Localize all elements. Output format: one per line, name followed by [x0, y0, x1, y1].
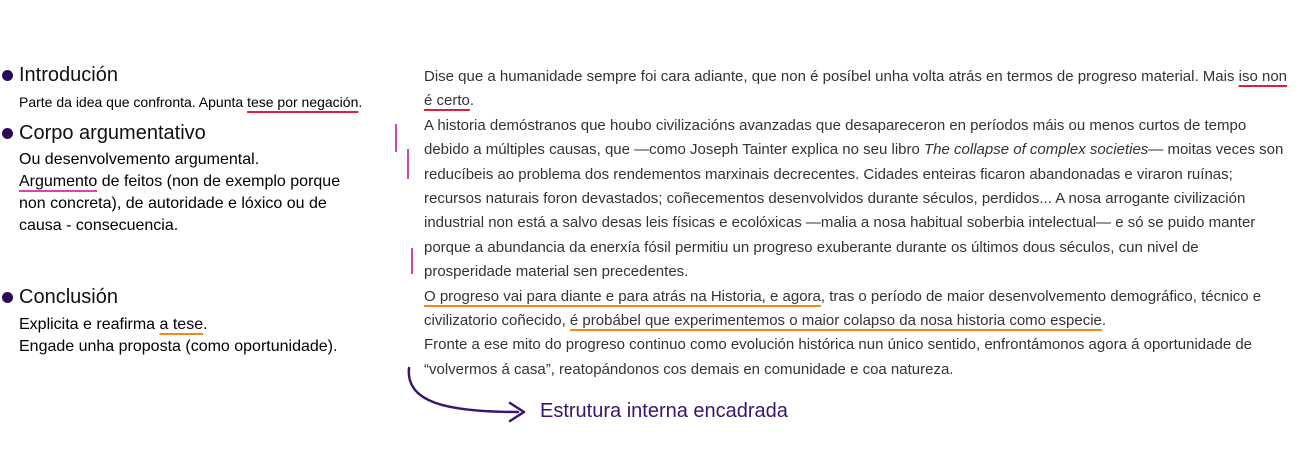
underlined-phrase: a tese	[159, 316, 204, 333]
section-heading	[0, 121, 206, 145]
section-description: Explicita e reafirma a tese. Engade unha proposta (como oportunidade).	[19, 316, 338, 355]
section-description: Parte da idea que confronta. Apunta tese por negación.	[19, 94, 363, 110]
section-title: Introdución	[19, 64, 118, 86]
essay-text	[424, 65, 1290, 382]
bullet-icon	[2, 292, 13, 303]
paragraph-argument: A historia demóstranos que houbo civilizacións avanzadas que desapareceron en períodos máis ou menos curtos de tempo debido a múltiples causas, que —como Joseph Tainter explica no seu libro The collapse of complex societies— moitas veces son reducíbeis ao problema dos rendementos marxinais decrecentes. Cidades enteiras ficaron abandonadas e viraron ruínas; recursos naturais foron devastados; coñecementos desenvolvidos durante séculos, perdidos... A nosa arrogante civilización industrial non está a salvo desas leis físicas e ecolóxicas —malia a nosa habitual soberbia intelectual— e só se puido manter porque a abundancia da enerxía fósil permitiu un progreso exuberante durante os últimos dous séculos, cun nivel de prosperidade material sen precedentes.	[424, 116, 1284, 281]
section-title: Corpo argumentativo	[19, 122, 206, 144]
section-description: Ou desenvolvemento argumental. Argumento de feitos (non de exemplo porque non concreta), de autoridade e lóxico ou de causa - consecuencia.	[19, 151, 341, 234]
underlined-phrase: iso non é certo	[424, 68, 1288, 110]
bullet-icon	[2, 128, 13, 139]
margin-marker	[407, 149, 409, 179]
paragraph-introduction: Dise que a humanidade sempre foi cara adiante, que non é posíbel unha volta atrás en termos de progreso material. Mais iso non é certo.	[424, 68, 1288, 110]
underlined-phrase: O progreso vai para diante e para atrás na Historia, e agora	[424, 287, 821, 305]
section-heading	[0, 63, 118, 87]
underlined-phrase: tese por negación	[247, 94, 359, 110]
section-heading	[0, 285, 118, 309]
section-introducion	[0, 63, 118, 87]
bullet-icon	[2, 70, 13, 81]
curved-arrow-icon	[400, 360, 540, 430]
section-title: Conclusión	[19, 286, 118, 308]
paragraph-conclusion: O progreso vai para diante e para atrás na Historia, e agora, tras o período de maior desenvolvemento demográfico, técnico e civilizatorio coñecido, é probábel que experimentemos o maior colapso da nosa historia como especie.	[424, 287, 1262, 330]
margin-marker	[411, 248, 413, 274]
underlined-phrase: é probábel que experimentemos o maior colapso da nosa historia como especie	[569, 312, 1102, 330]
underlined-phrase: Argumento	[19, 173, 98, 190]
structure-label: Estrutura interna encadrada	[540, 400, 788, 422]
section-conclusion	[0, 285, 118, 309]
margin-marker	[395, 124, 397, 152]
section-corpo	[0, 121, 206, 145]
book-title: The collapse of complex societies	[924, 141, 1149, 159]
paragraph-proposal: Fronte a ese mito do progreso continuo como evolución histórica nun único sentido, enfrontámonos agora á oportunidade de “volvermos á casa”, reatopándonos cos demais en comunidade e coa natureza.	[424, 336, 1253, 378]
